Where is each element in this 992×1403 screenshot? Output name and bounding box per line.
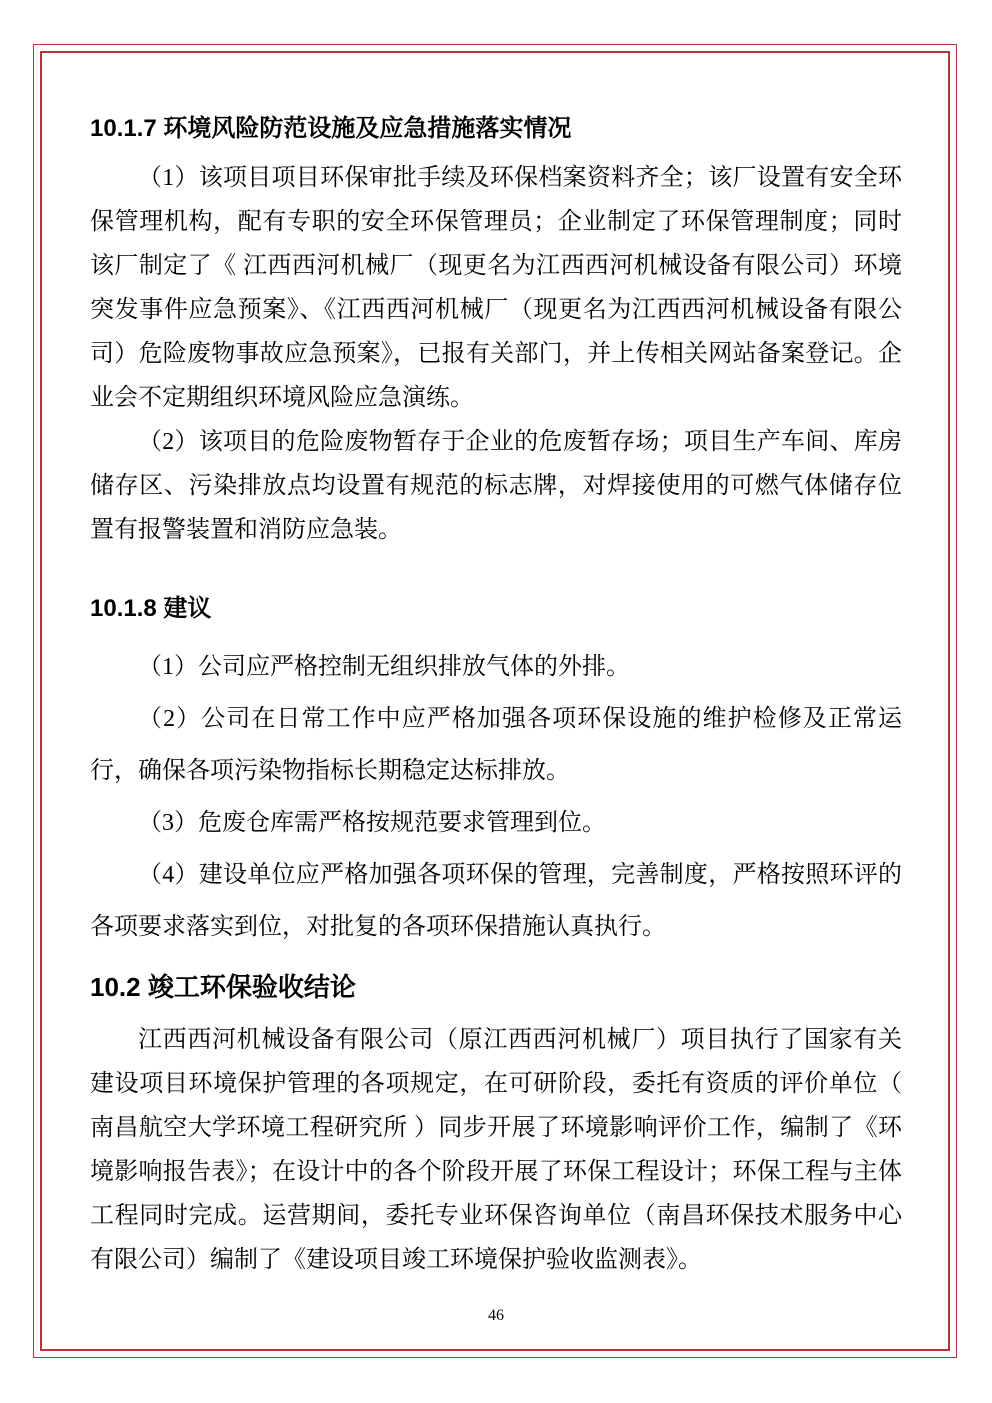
paragraph-suggestion-1: （1）公司应严格控制无组织排放气体的外排。	[138, 654, 630, 681]
paragraph-suggestion-4: （4）建设单位应严格加强各项环保的管理，完善制度，严格按照环评的各项要求落实到位，对批复的各项环保措施认真执行。	[90, 862, 902, 941]
paragraph-suggestion-2: （2）公司在日常工作中应严格加强各项环保设施的维护检修及正常运行，确保各项污染物指标长期稳定达标排放。	[90, 706, 902, 785]
page-content	[90, 112, 902, 1282]
section-heading-10-2: 10.2 竣工环保验收结论	[90, 972, 356, 1003]
paragraph-acceptance-conclusion: 江西西河机械设备有限公司（原江西西河机械厂）项目执行了国家有关建设项目环境保护管理的各项规定，在可研阶段，委托有资质的评价单位（ 南昌航空大学环境工程研究所 ）同步开展了环境影响评价工作，编制了《环境影响报告表》；在设计中的各个阶段开展了环保工程设计；环保工程与主体工程同时完成。运营期间，委托专业环保咨询单位（南昌环保技术服务中心有限公司）编制了《建设项目竣工环境保护验收监测表》。	[90, 1026, 902, 1273]
paragraph-risk-prevention-1: （1）该项目项目环保审批手续及环保档案资料齐全；该厂设置有安全环保管理机构，配有专职的安全环保管理员；企业制定了环保管理制度；同时该厂制定了《 江西西河机械厂（现更名为江西西河机械设备有限公司）环境突发事件应急预案》、《江西西河机械厂（现更名为江西西河机械设备有限公司）危险废物事故应急预案》，已报有关部门，并上传相关网站备案登记。企业会不定期组织环境风险应急演练。	[90, 164, 902, 411]
paragraph-suggestion-3: （3）危废仓库需严格按规范要求管理到位。	[138, 810, 606, 837]
section-heading-10-1-8: 10.1.8 建议	[90, 594, 212, 622]
page-number: 46	[488, 1307, 504, 1324]
paragraph-risk-prevention-2: （2）该项目的危险废物暂存于企业的危废暂存场；项目生产车间、库房储存区、污染排放点均设置有规范的标志牌，对焊接使用的可燃气体储存位置有报警装置和消防应急装。	[90, 428, 902, 543]
section-heading-10-1-7: 10.1.7 环境风险防范设施及应急措施落实情况	[90, 115, 572, 142]
